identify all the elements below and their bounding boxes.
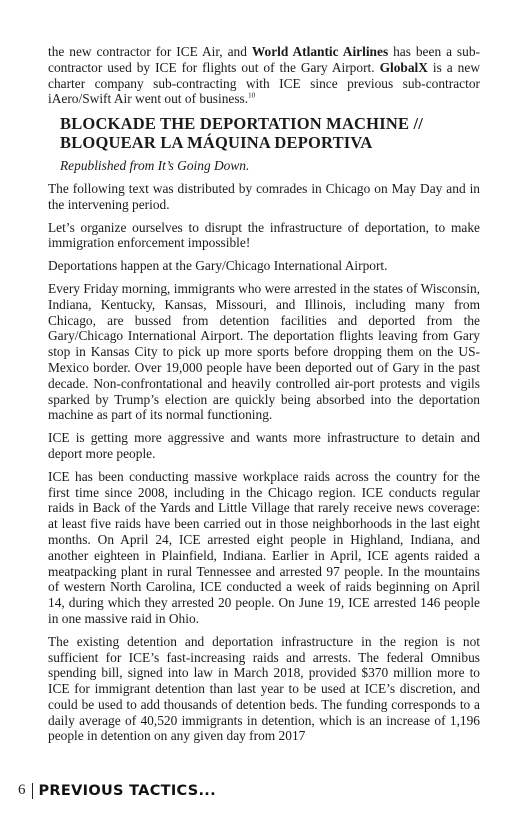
page-content — [48, 44, 480, 751]
footnote-marker: 10 — [248, 91, 256, 100]
footer-divider — [32, 783, 33, 799]
paragraph-7: The existing detention and deportation infrastructure in the region is not sufficient for ICE’s fast-increasing raids and arrests. The federal Omnibus spending bill, signed into law in March 2018, provided $370 million more to ICE for immigrant detention than last year to be used at ICE’s discretion, and could be used to add thousands of detention beds. The funding corresponds to a daily average of 40,520 immigrants in detention, which is an increase of 1,196 people in detention on any given day from 2017 — [48, 633, 480, 744]
intro-text-2: has been a sub-contractor used by ICE for flights out of the Gary Airport. — [48, 44, 480, 75]
footer-title: PREVIOUS TACTICS... — [38, 782, 216, 799]
intro-paragraph — [48, 44, 480, 107]
paragraph-3: Deportations happen at the Gary/Chicago International Airport. — [48, 258, 388, 274]
intro-bold-2: GlobalX — [379, 59, 428, 75]
page-number: 6 — [18, 782, 26, 798]
page-footer — [18, 782, 216, 799]
paragraph-1: The following text was distributed by comrades in Chicago on May Day and in the intervening period. — [48, 180, 480, 212]
republished-note: Republished from It’s Going Down. — [60, 158, 250, 174]
intro-text-3: is a new charter company sub-contracting with ICE since previous sub-contractor iAero/Swift Air went out of business. — [48, 59, 480, 107]
paragraph-4: Every Friday morning, immigrants who were arrested in the states of Wisconsin, Indiana, Kentucky, Kansas, Missouri, and Illinois, including many from Chicago, are bussed from detention facilities and deported from the Gary/Chicago International Airport. The deportation flights leaving from Gary stop in Kansas City to pick up more sports before dropping them on the US-Mexico border. Over 19,000 people have been deported out of Gary in the past decade. Non-confrontational and heavily controlled air-port protests and vigils sparked by Trump’s election are quickly being absorbed into the deportation machine as part of its normal functioning. — [48, 280, 480, 423]
intro-text-1: the new contractor for ICE Air, and — [48, 44, 252, 59]
intro-bold-1: World Atlantic Airlines — [251, 44, 389, 59]
paragraph-6: ICE has been conducting massive workplace raids across the country for the first time since 2008, including in the Chicago region. ICE conducts regular raids in Back of the Yards and Little Village that rarely receive news coverage: at least five raids have been carried out in those neighborhoods in the last eight months. On April 24, ICE arrested eight people in Highland, Indiana, and another eighteen in Plainfield, Indiana. Earlier in April, ICE agents raided a meatpacking plant in rural Tennessee and arrested 97 people. In the mountains of western North Carolina, ICE conducted a week of raids beginning on April 14, during which they arrested 20 people. On June 19, ICE arrested 146 people in one massive raid in Ohio. — [48, 468, 480, 626]
section-heading: BLOCKADE THE DEPORTATION MACHINE // BLOQUEAR LA MÁQUINA DEPORTIVA — [60, 114, 424, 153]
paragraph-2: Let’s organize ourselves to disrupt the infrastructure of deportation, to make immigration enforcement impossible! — [48, 219, 480, 251]
paragraph-5: ICE is getting more aggressive and wants more infrastructure to detain and deport more people. — [48, 430, 480, 461]
